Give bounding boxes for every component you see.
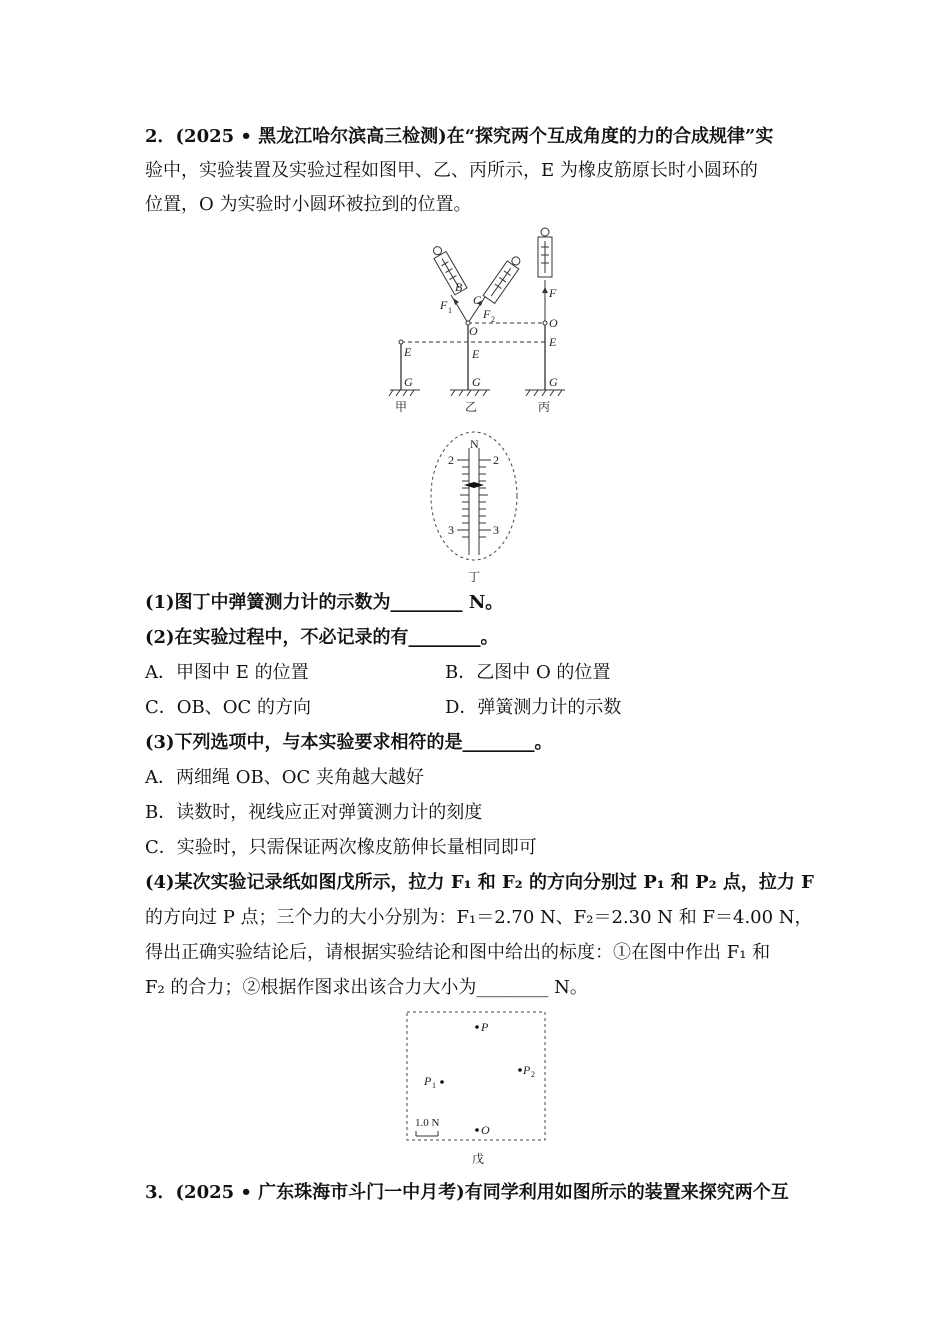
label-F2-sub: 2 xyxy=(491,315,495,324)
label-E-jia: E xyxy=(404,345,412,359)
point-O xyxy=(475,1128,479,1132)
q2-p2: (2)在实验过程中，不必记录的有________。 xyxy=(145,627,499,648)
tick-2-left: 2 xyxy=(448,453,454,467)
tick-3-left: 3 xyxy=(448,523,454,537)
label-P1: P xyxy=(424,1074,432,1088)
q2-p1: (1)图丁中弹簧测力计的示数为________ N。 xyxy=(145,592,504,613)
tick-2-right: 2 xyxy=(493,453,499,467)
label-F-bing: F xyxy=(549,286,557,300)
q2-p2-opt-d: D．弹簧测力计的示数 xyxy=(445,697,622,718)
label-G-bing: G xyxy=(549,375,558,389)
label-B: B xyxy=(455,280,463,294)
point-P2 xyxy=(518,1068,522,1072)
label-O-yi: O xyxy=(469,324,478,338)
q2-line-1: 2．(2025 • 黑龙江哈尔滨高三检测)在“探究两个互成角度的力的合成规律”实 xyxy=(145,126,774,147)
q2-p4-line-1: (4)某次实验记录纸如图戊所示，拉力 F₁ 和 F₂ 的方向分别过 P₁ 和 P₂ 点，拉力 F xyxy=(145,872,814,893)
caption-ding: 丁 xyxy=(468,570,481,584)
point-P xyxy=(475,1025,479,1029)
q2-p3-opt-b: B．读数时，视线应正对弹簧测力计的刻度 xyxy=(145,802,483,823)
q2-p2-opt-a: A．甲图中 E 的位置 xyxy=(145,662,309,683)
label-P1-sub: 1 xyxy=(432,1081,436,1090)
label-F2: F xyxy=(483,307,491,321)
q2-p2-opt-b: B．乙图中 O 的位置 xyxy=(445,662,611,683)
q2-p3-opt-a: A．两细绳 OB、OC 夹角越大越好 xyxy=(145,767,424,788)
caption-jia: 甲 xyxy=(395,400,408,414)
spring-scale-right xyxy=(483,254,524,304)
q2-p2-opt-c: C．OB、OC 的方向 xyxy=(145,697,312,718)
ground-hatch-jia xyxy=(389,390,414,396)
label-C: C xyxy=(473,293,482,307)
figure-jia-yi-bing xyxy=(385,225,585,420)
point-P1 xyxy=(440,1080,444,1084)
label-F1-sub: 1 xyxy=(448,306,452,315)
q2-p4-line-2: 的方向过 P 点；三个力的大小分别为：F₁＝2.70 N、F₂＝2.30 N 和 F＝4.00 N， xyxy=(145,907,813,928)
figure-wu xyxy=(405,1010,550,1170)
label-P2-sub: 2 xyxy=(531,1070,535,1079)
label-P: P xyxy=(481,1020,489,1034)
label-G-jia: G xyxy=(404,375,413,389)
pointer xyxy=(464,482,484,485)
figure-ding xyxy=(428,430,520,585)
scale-bar xyxy=(416,1131,438,1136)
label-P2: P xyxy=(523,1063,531,1077)
label-E-bing: E xyxy=(549,335,557,349)
q2-p4-line-4: F₂ 的合力；②根据作图求出该合力大小为________ N。 xyxy=(145,977,588,998)
caption-bing: 丙 xyxy=(538,400,551,414)
q2-p3-opt-c: C．实验时，只需保证两次橡皮筋伸长量相同即可 xyxy=(145,837,537,858)
label-G-yi: G xyxy=(472,375,481,389)
caption-wu: 戊 xyxy=(472,1152,485,1166)
q2-line-2: 验中，实验装置及实验过程如图甲、乙、丙所示，E 为橡皮筋原长时小圆环的 xyxy=(145,160,758,181)
label-E-yi: E xyxy=(472,347,480,361)
label-O-bing: O xyxy=(549,316,558,330)
tick-3-right: 3 xyxy=(493,523,499,537)
scale-ticks xyxy=(457,460,491,537)
q2-p4-line-3: 得出正确实验结论后，请根据实验结论和图中给出的标度：①在图中作出 F₁ 和 xyxy=(145,942,771,963)
q2-p3: (3)下列选项中，与本实验要求相符的是________。 xyxy=(145,732,553,753)
label-O: O xyxy=(481,1123,490,1137)
q2-line-3: 位置，O 为实验时小圆环被拉到的位置。 xyxy=(145,194,472,215)
q3-line-1: 3．(2025 • 广东珠海市斗门一中月考)有同学利用如图所示的装置来探究两个互 xyxy=(145,1182,789,1203)
scale-label: 1.0 N xyxy=(415,1117,440,1129)
caption-yi: 乙 xyxy=(465,400,478,414)
label-F1: F xyxy=(440,298,448,312)
unit-N: N xyxy=(470,437,479,451)
